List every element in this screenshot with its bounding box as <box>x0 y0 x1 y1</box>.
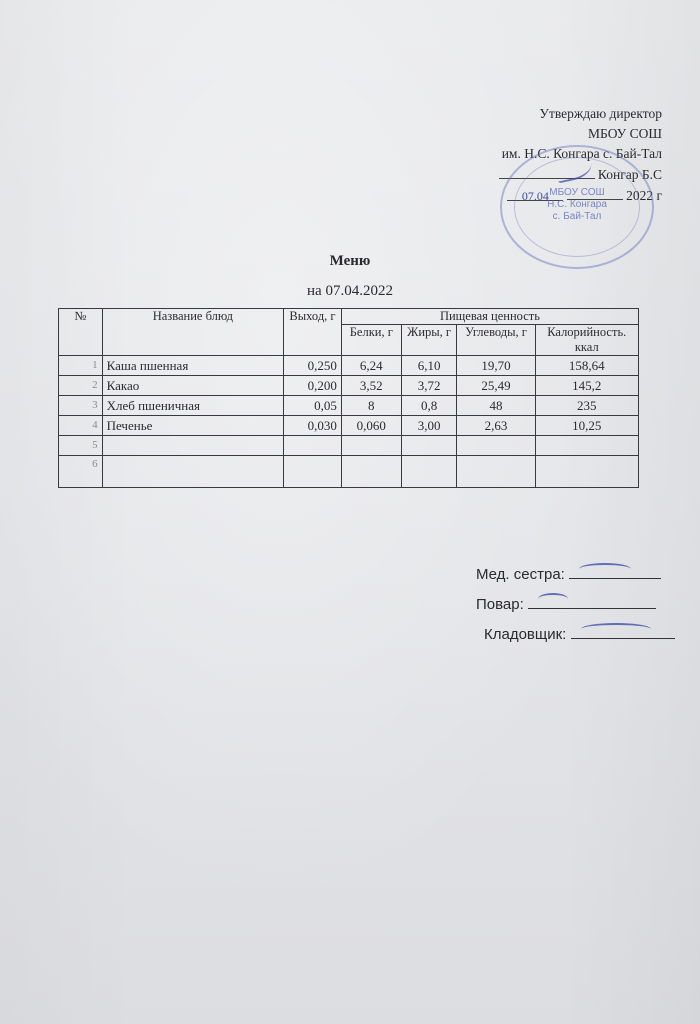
stamp-text <box>522 187 632 223</box>
stamp-line-3: с. Бай-Тал <box>552 211 602 222</box>
row-carbs: 2,63 <box>457 416 535 436</box>
signatures-block <box>476 560 675 650</box>
page-title: Меню <box>329 253 371 269</box>
row-name: Печенье <box>102 416 284 436</box>
header-protein: Белки, г <box>341 325 401 356</box>
row-name <box>102 456 284 488</box>
row-calories: 145,2 <box>535 376 638 396</box>
nurse-signature-row <box>476 560 675 590</box>
storekeeper-signature-line <box>571 622 675 639</box>
row-name: Какао <box>102 376 284 396</box>
header-calories: Калорийность. ккал <box>535 325 638 356</box>
row-calories <box>535 456 638 488</box>
storekeeper-signature <box>581 623 651 635</box>
header-output: Выход, г <box>284 309 342 356</box>
row-protein <box>341 436 401 456</box>
row-num: 4 <box>59 416 103 436</box>
row-fat: 3,00 <box>401 416 457 436</box>
table-row <box>59 356 639 376</box>
row-calories <box>535 436 638 456</box>
stamp-line-1: МБОУ СОШ <box>549 187 605 198</box>
row-output: 0,05 <box>284 396 342 416</box>
table-row <box>59 456 639 488</box>
storekeeper-signature-row <box>484 620 675 650</box>
storekeeper-label: Кладовщик: <box>484 626 567 643</box>
row-protein: 6,24 <box>341 356 401 376</box>
menu-table <box>58 308 639 488</box>
row-carbs: 25,49 <box>457 376 535 396</box>
row-protein <box>341 456 401 488</box>
row-protein: 0,060 <box>341 416 401 436</box>
approval-date: 07.04 <box>521 189 549 203</box>
table-row <box>59 416 639 436</box>
row-carbs: 48 <box>457 396 535 416</box>
row-output <box>284 436 342 456</box>
approval-line-3: им. Н.С. Конгара с. Бай-Тал <box>501 146 662 161</box>
nurse-signature-line <box>569 562 661 579</box>
row-name: Хлеб пшеничная <box>102 396 284 416</box>
row-calories: 10,25 <box>535 416 638 436</box>
header-nutrition: Пищевая ценность <box>341 309 638 325</box>
row-num: 2 <box>59 376 103 396</box>
row-output: 0,030 <box>284 416 342 436</box>
row-name: Каша пшенная <box>102 356 284 376</box>
row-fat: 3,72 <box>401 376 457 396</box>
row-protein: 8 <box>341 396 401 416</box>
row-protein: 3,52 <box>341 376 401 396</box>
nurse-label: Мед. сестра: <box>476 566 565 583</box>
row-fat <box>401 456 457 488</box>
row-output <box>284 456 342 488</box>
row-carbs <box>457 436 535 456</box>
row-name <box>102 436 284 456</box>
cook-signature-row <box>476 590 675 620</box>
page-subtitle: на 07.04.2022 <box>307 283 393 299</box>
table-header-row-1 <box>59 309 639 325</box>
header-name: Название блюд <box>102 309 284 356</box>
header-fat: Жиры, г <box>401 325 457 356</box>
row-fat <box>401 436 457 456</box>
approval-line-2: МБОУ СОШ <box>588 126 662 141</box>
stamp-line-2: Н.С. Конгара <box>547 199 607 210</box>
row-carbs <box>457 456 535 488</box>
cook-label: Повар: <box>476 596 524 613</box>
row-fat: 0,8 <box>401 396 457 416</box>
row-output: 0,200 <box>284 376 342 396</box>
row-num: 3 <box>59 396 103 416</box>
row-carbs: 19,70 <box>457 356 535 376</box>
cook-signature-line <box>528 592 656 609</box>
director-name: Конгар Б.С <box>597 167 662 182</box>
row-num: 5 <box>59 436 103 456</box>
header-carbs: Углеводы, г <box>457 325 535 356</box>
row-calories: 235 <box>535 396 638 416</box>
row-calories: 158,64 <box>535 356 638 376</box>
row-fat: 6,10 <box>401 356 457 376</box>
table-row <box>59 396 639 416</box>
header-num: № <box>59 309 103 356</box>
table-row <box>59 376 639 396</box>
row-num: 1 <box>59 356 103 376</box>
row-output: 0,250 <box>284 356 342 376</box>
cook-signature <box>538 593 568 605</box>
approval-line-1: Утверждаю директор <box>539 106 662 121</box>
table-row <box>59 436 639 456</box>
row-num: 6 <box>59 456 103 488</box>
nurse-signature <box>579 563 631 575</box>
approval-year: 2022 г <box>626 188 662 203</box>
